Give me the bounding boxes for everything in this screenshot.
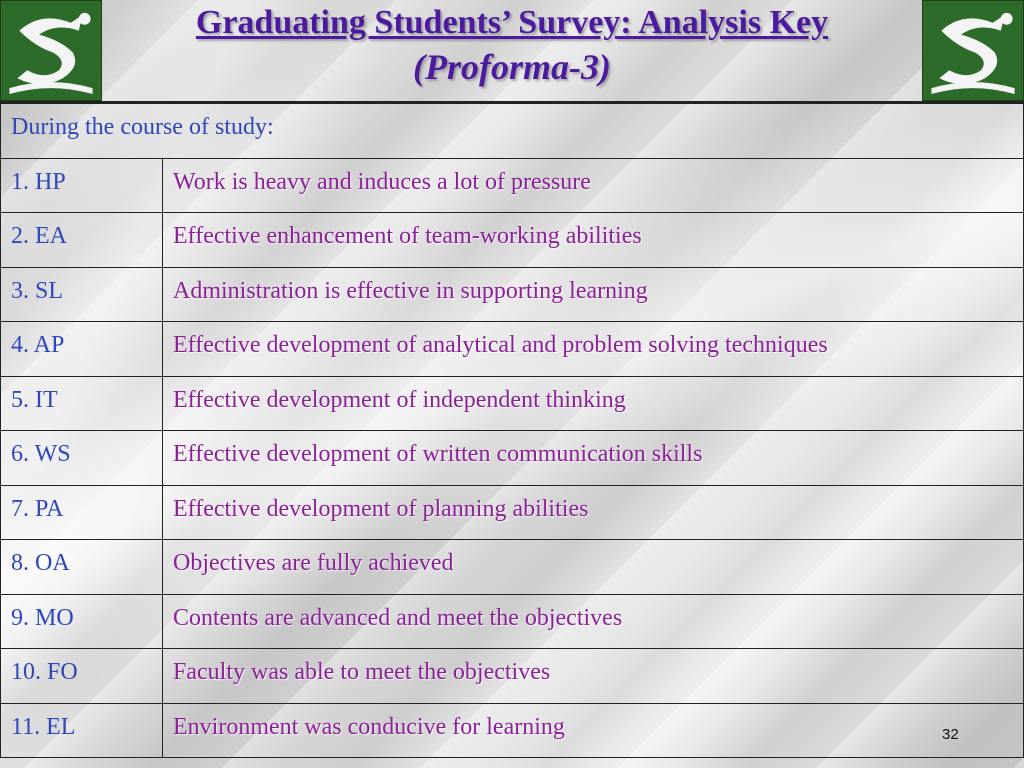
item-code: 7. PA — [1, 485, 163, 540]
item-code: 10. FO — [1, 649, 163, 704]
item-description: Work is heavy and induces a lot of pressure — [163, 158, 1024, 213]
institution-logo-icon — [923, 1, 1023, 100]
table-header-row — [1, 104, 1024, 159]
item-code: 11. EL — [1, 703, 163, 758]
item-description: Effective development of written communication skills — [163, 431, 1024, 486]
table-row — [1, 594, 1024, 649]
right-logo — [922, 0, 1024, 101]
table-row — [1, 540, 1024, 595]
item-description: Effective development of independent thinking — [163, 376, 1024, 431]
item-code: 5. IT — [1, 376, 163, 431]
table-row — [1, 649, 1024, 704]
item-description: Effective development of planning abilities — [163, 485, 1024, 540]
table-row — [1, 267, 1024, 322]
item-description: Environment was conducive for learning — [163, 703, 1024, 758]
page-title: Graduating Students’ Survey: Analysis Key — [195, 4, 829, 41]
item-code: 4. AP — [1, 322, 163, 377]
table-row — [1, 158, 1024, 213]
table-row — [1, 703, 1024, 758]
title-area — [102, 0, 922, 101]
table-row — [1, 213, 1024, 268]
table-header: During the course of study: — [1, 104, 1024, 159]
item-description: Contents are advanced and meet the objectives — [163, 594, 1024, 649]
item-code: 6. WS — [1, 431, 163, 486]
table-row — [1, 376, 1024, 431]
left-logo — [0, 0, 102, 101]
analysis-key-table — [0, 103, 1024, 758]
item-code: 2. EA — [1, 213, 163, 268]
item-description: Objectives are fully achieved — [163, 540, 1024, 595]
table-row — [1, 485, 1024, 540]
page-number: 32 — [942, 726, 959, 743]
table-row — [1, 322, 1024, 377]
item-code: 3. SL — [1, 267, 163, 322]
item-code: 1. HP — [1, 158, 163, 213]
item-code: 8. OA — [1, 540, 163, 595]
item-description: Effective development of analytical and problem solving techniques — [163, 322, 1024, 377]
table-row — [1, 431, 1024, 486]
item-code: 9. MO — [1, 594, 163, 649]
item-description: Effective enhancement of team-working abilities — [163, 213, 1024, 268]
item-description: Faculty was able to meet the objectives — [163, 649, 1024, 704]
item-description: Administration is effective in supporting learning — [163, 267, 1024, 322]
page-subtitle: (Proforma-3) — [413, 47, 611, 87]
institution-logo-icon — [1, 1, 101, 100]
